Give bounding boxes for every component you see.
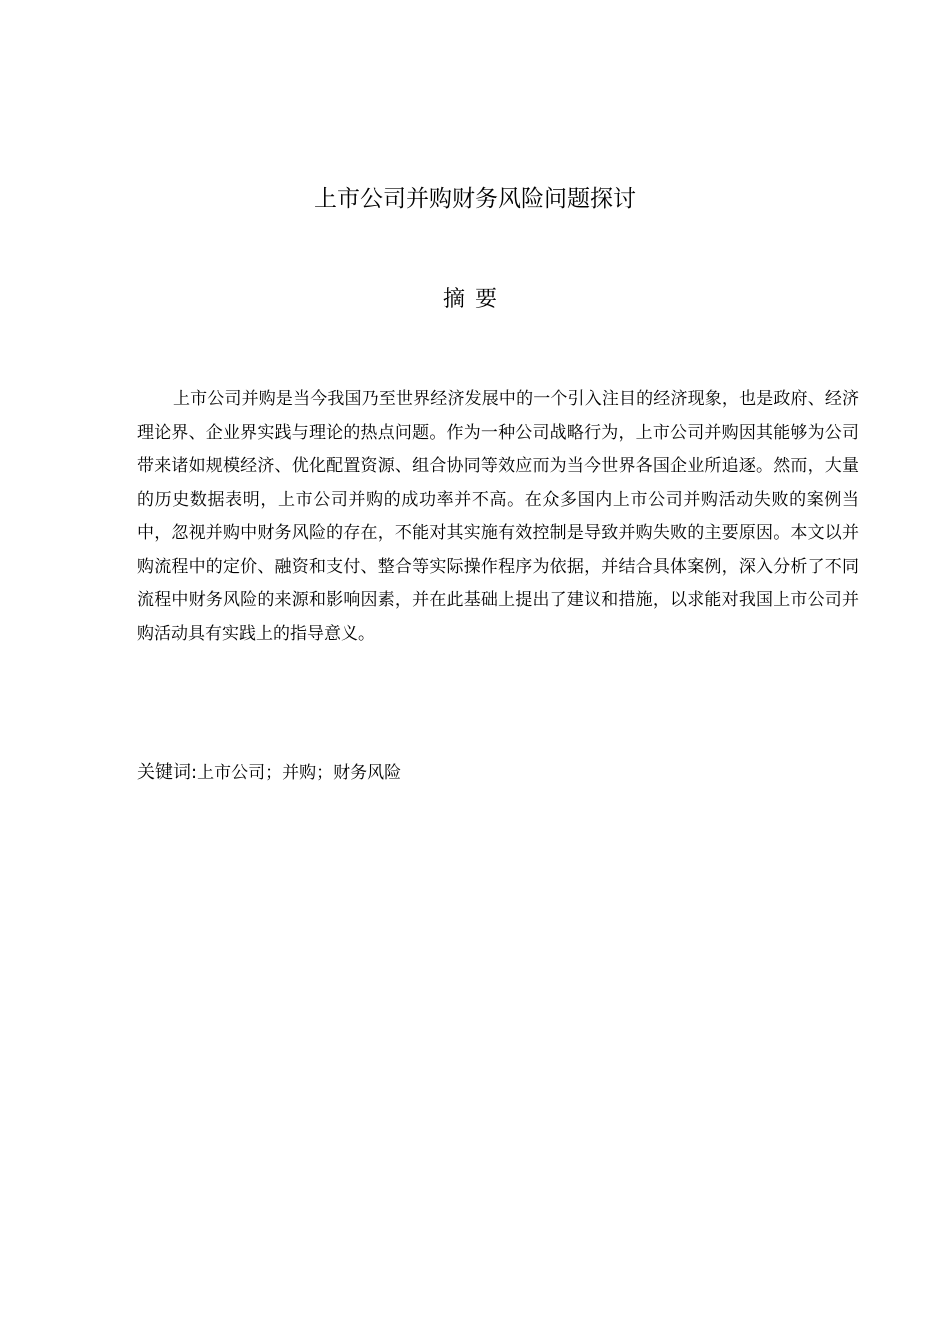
keywords-line	[137, 757, 859, 789]
keywords-value: 上市公司；并购；财务风险	[197, 763, 402, 783]
document-title: 上市公司并购财务风险问题探讨	[314, 186, 636, 212]
abstract-body: 上市公司并购是当今我国乃至世界经济发展中的一个引入注目的经济现象，也是政府、经济理论界、企业界实践与理论的热点问题。作为一种公司战略行为，上市公司并购因其能够为公司带来诸如规模经济、优化配置资源、组合协同等效应而为当今世界各国企业所追逐。然而，大量的历史数据表明，上市公司并购的成功率并不高。在众多国内上市公司并购活动失败的案例当中，忽视并购中财务风险的存在，不能对其实施有效控制是导致并购失败的主要原因。本文以并购流程中的定价、融资和支付、整合等实际操作程序为依据，并结合具体案例，深入分析了不同流程中财务风险的来源和影响因素，并在此基础上提出了建议和措施，以求能对我国上市公司并购活动具有实践上的指导意义。	[137, 389, 859, 644]
keywords-label: 关键词:	[137, 762, 198, 783]
abstract-heading: 摘要	[442, 287, 507, 312]
